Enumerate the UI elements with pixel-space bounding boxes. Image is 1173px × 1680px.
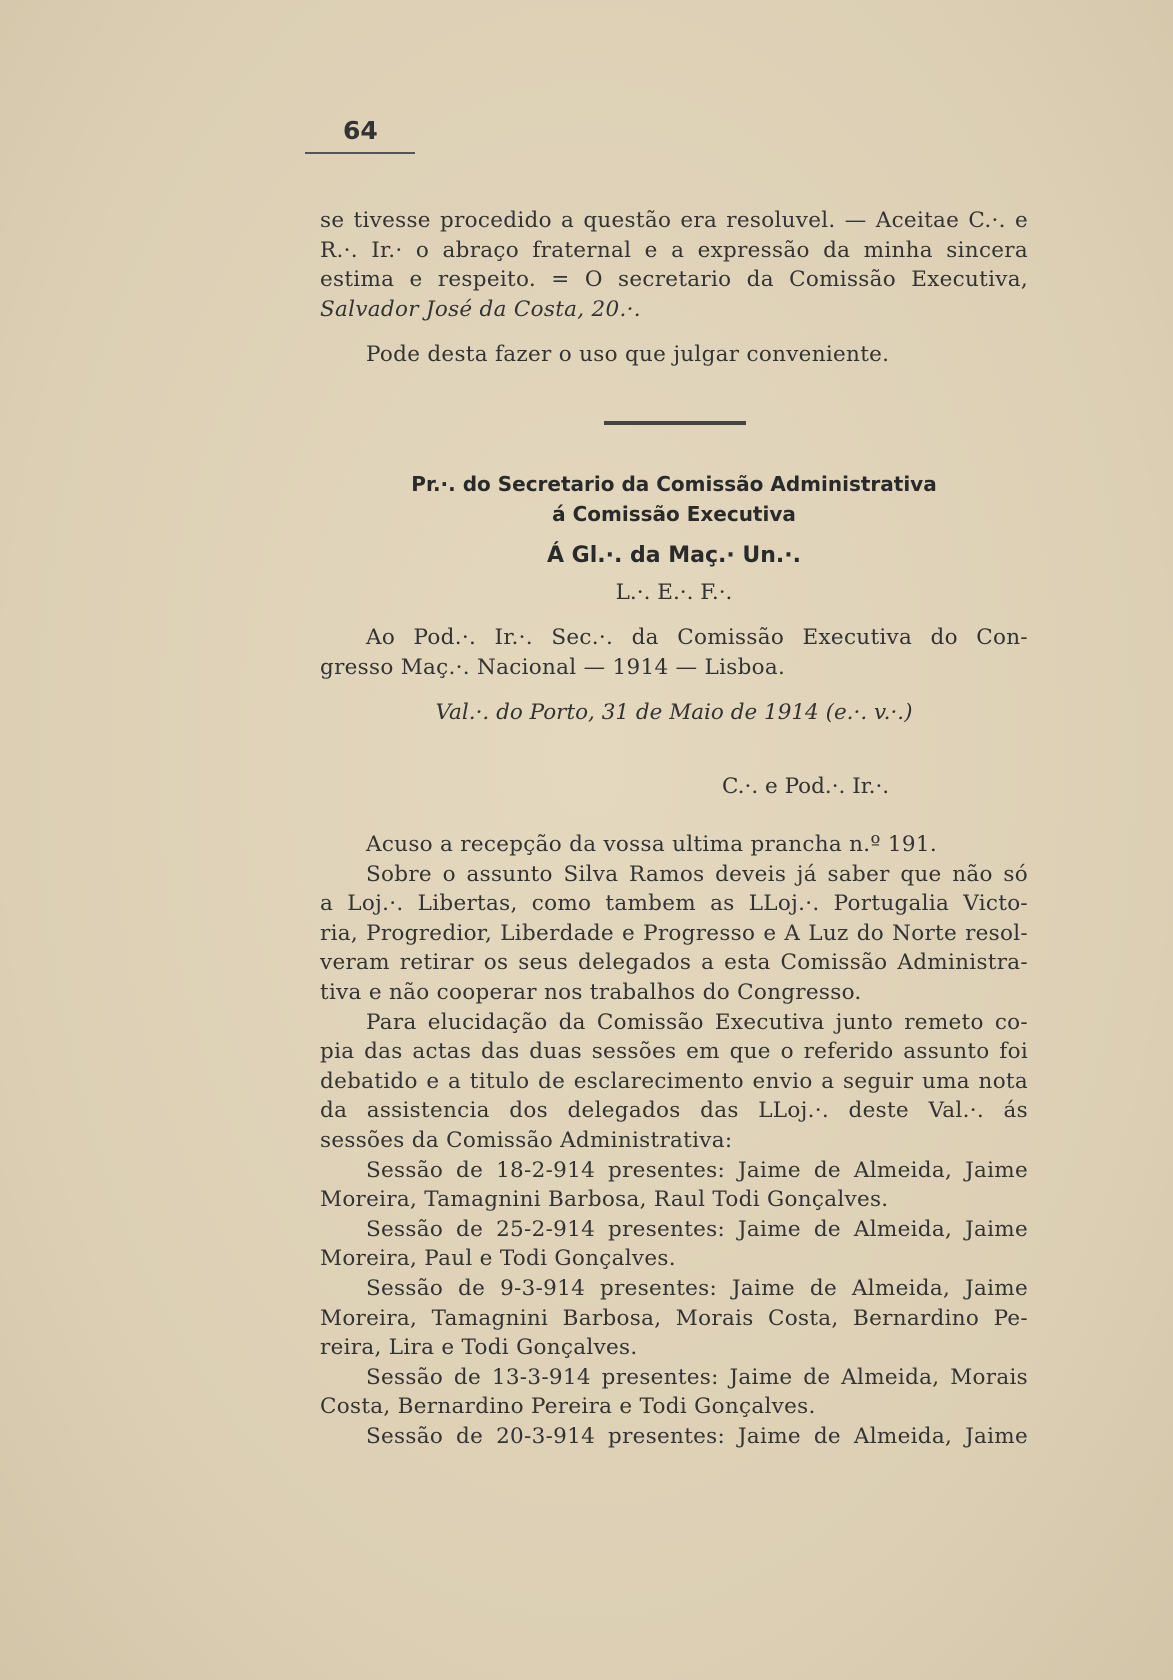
text-line: Para elucidação da Comissão Executiva junto remeto co- <box>366 1009 1028 1035</box>
text-line: Sessão de 9-3-914 presentes: Jaime de Almeida, Jaime <box>366 1275 1028 1301</box>
section-heading: Pr.·. do Secretario da Comissão Administrativa <box>411 472 937 496</box>
text-line: tiva e não cooperar nos trabalhos do Congresso. <box>320 979 862 1005</box>
text-line: Moreira, Paul e Todi Gonçalves. <box>320 1246 676 1272</box>
section-divider <box>604 421 746 425</box>
text-line: pia das actas das duas sessões em que o referido assunto foi <box>320 1039 1028 1065</box>
signature-line: Salvador José da Costa, 20.·. <box>320 296 641 322</box>
page-number: 64 <box>343 116 378 145</box>
text-line: Sessão de 18-2-914 presentes: Jaime de Almeida, Jaime <box>366 1157 1028 1183</box>
text-line: estima e respeito. = O secretario da Comissão Executiva, <box>320 267 1028 293</box>
text-line: Pode desta fazer o uso que julgar conveniente. <box>366 342 890 367</box>
text-line: debatido e a titulo de esclarecimento envio a seguir uma nota <box>320 1068 1028 1094</box>
text-line: Costa, Bernardino Pereira e Todi Gonçalves. <box>320 1394 816 1420</box>
text-line: ria, Progredior, Liberdade e Progresso e A Luz do Norte resol- <box>320 920 1028 946</box>
text-line: Ao Pod.·. Ir.·. Sec.·. da Comissão Executiva do Con- <box>366 625 1028 650</box>
motto-line: L.·. E.·. F.·. <box>615 580 733 605</box>
text-line: Sessão de 25-2-914 presentes: Jaime de Almeida, Jaime <box>366 1216 1028 1242</box>
address-block <box>320 623 1028 682</box>
text-line: da assistencia dos delegados das LLoj.·. deste Val.·. ás <box>320 1098 1028 1124</box>
section-subheading: á Comissão Executiva <box>552 502 796 526</box>
salutation: C.·. e Pod.·. Ir.·. <box>722 774 890 799</box>
text-line: a Loj.·. Libertas, como tambem as LLoj.·. Portugalia Victo- <box>320 891 1028 917</box>
text-line: Moreira, Tamagnini Barbosa, Morais Costa, Bernardino Pe- <box>320 1305 1028 1331</box>
closing-note <box>320 340 1028 370</box>
text-line: veram retirar os seus delegados a esta Comissão Administra- <box>320 950 1028 976</box>
text-line: Sessão de 20-3-914 presentes: Jaime de Almeida, Jaime <box>366 1423 1028 1449</box>
letter-body <box>320 830 1028 1451</box>
text-line: se tivesse procedido a questão era resoluvel. — Aceitae C.·. e <box>320 208 1028 233</box>
text-line: Acuso a recepção da vossa ultima prancha n.º 191. <box>366 832 937 857</box>
text-line: Moreira, Tamagnini Barbosa, Raul Todi Gonçalves. <box>320 1187 889 1213</box>
dateline: Val.·. do Porto, 31 de Maio de 1914 (e.·. v.·.) <box>435 700 913 725</box>
text-line: gresso Maç.·. Nacional — 1914 — Lisboa. <box>320 654 786 680</box>
text-line: Sobre o assunto Silva Ramos deveis já saber que não só <box>366 861 1028 887</box>
text-line: Sessão de 13-3-914 presentes: Jaime de Almeida, Morais <box>366 1364 1028 1390</box>
page-number-rule <box>305 152 415 154</box>
text-line: R.·. Ir.· o abraço fraternal e a expressão da minha sincera <box>320 237 1028 263</box>
invocation-heading: Á Gl.·. da Maç.· Un.·. <box>546 543 802 568</box>
text-line: reira, Lira e Todi Gonçalves. <box>320 1335 638 1361</box>
letter-closing-paragraph <box>320 206 1028 324</box>
text-line: sessões da Comissão Administrativa: <box>320 1127 733 1153</box>
